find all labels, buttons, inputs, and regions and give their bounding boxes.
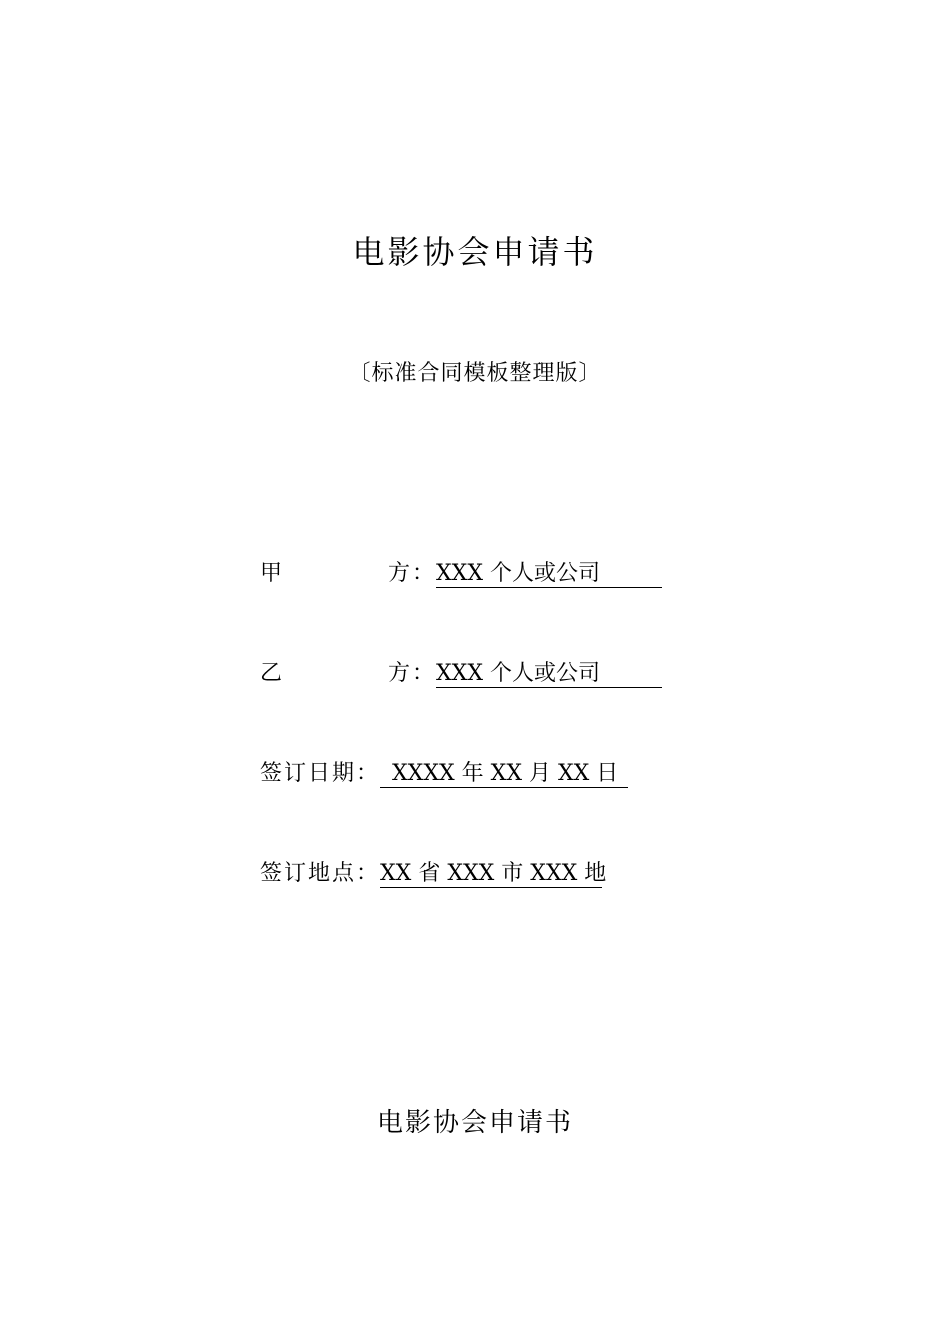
signing-date-field [260,758,628,790]
party-a-label-suffix: 方： [388,561,437,586]
party-a-label-char: 甲 [260,561,283,586]
signing-date-value: XXXX 年 XX 月 XX 日 [380,761,628,788]
body-heading: 电影协会申请书 [376,1108,573,1138]
signing-place-label: 签订地点： [260,861,381,886]
party-b-label-char: 乙 [260,661,283,686]
party-a-value: XXX 个人或公司 [436,561,662,588]
party-b-field [260,658,662,690]
party-b-label [260,658,388,690]
document-title: 电影协会申请书 [352,233,598,271]
signing-date-label: 签订日期： [260,761,381,786]
party-a-field [260,558,662,590]
party-b-value: XXX 个人或公司 [436,661,662,688]
signing-place-field [260,858,607,890]
signing-place-value: XX 省 XXX 市 XXX 地 [380,861,607,886]
party-a-label [260,558,388,590]
document-subtitle: 〔标准合同模板整理版〕 [348,361,602,386]
party-b-label-suffix: 方： [388,661,437,686]
